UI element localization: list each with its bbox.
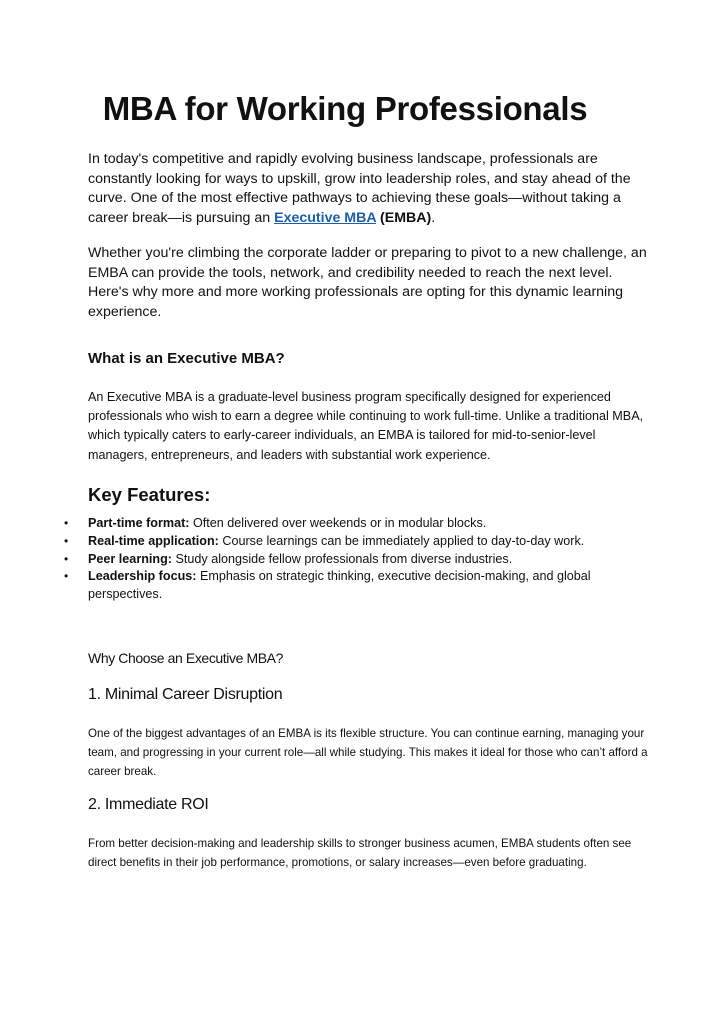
feature-label: Peer learning: [88,551,172,566]
why-choose-heading: Why Choose an Executive MBA? [88,650,284,666]
feature-text: Study alongside fellow professionals from diverse industries. [172,551,513,566]
feature-label: Part-time format: [88,516,190,530]
bullet-icon: • [64,569,69,584]
feature-text: Often delivered over weekends or in modular blocks. [189,516,487,530]
list-item [64,533,648,551]
feature-text: Course learnings can be immediately applied to day-to-day work. [218,533,585,548]
key-features-list [64,515,648,604]
feature-label: Real-time application: [88,533,219,548]
reason-1-text: One of the biggest advantages of an EMBA is its flexible structure. You can continue earning, managing your team, and progressing in your current role—all while studying. This makes it ideal for those who can’t afford a career break. [88,727,648,778]
list-item [64,568,648,604]
reason-2-heading: 2. Immediate ROI [88,796,209,813]
what-is-emba-text: An Executive MBA is a graduate-level business program specifically designed for experienced professionals who wish to earn a degree while continuing to work full-time. Unlike a traditional MBA, which typically caters to early-career individuals, an EMBA is tailored for mid-to-senior-level managers, entrepreneurs, and leaders with substantial work experience. [88,390,644,462]
intro-text: In today's competitive and rapidly evolving business landscape, professionals are constantly looking for ways to upskill, grow into leadership roles, and stay ahead of the curve. One of the most effective pathways to achieving these goals—without taking a career break—is pursuing an [88,151,631,226]
emba-abbrev: (EMBA) [376,209,432,226]
list-item [64,551,648,569]
intro-end: . [431,209,436,226]
page-title: MBA for Working Professionals [102,90,588,127]
reason-1-heading: 1. Minimal Career Disruption [88,686,283,703]
list-item [64,515,648,533]
key-features-heading: Key Features: [88,484,211,505]
intro-paragraph-2: Whether you're climbing the corporate ladder or preparing to pivot to a new challenge, an EMBA can provide the tools, network, and credibility needed to reach the next level. Here's why more and more working professionals are opting for this dynamic learning experience. [88,245,647,320]
bullet-icon: • [64,516,69,530]
bullet-icon: • [64,551,69,566]
what-is-emba-heading: What is an Executive MBA? [88,350,285,367]
reason-2-text: From better decision-making and leadership skills to stronger business acumen, EMBA students often see direct benefits in their job performance, promotions, or salary increases—even before graduating. [88,837,632,869]
feature-text: Emphasis on strategic thinking, executive decision-making, and global perspectives. [88,569,591,602]
bullet-icon: • [64,533,69,548]
intro-paragraph [88,150,648,228]
executive-mba-link[interactable]: Executive MBA [274,209,377,226]
feature-label: Leadership focus: [88,569,197,584]
